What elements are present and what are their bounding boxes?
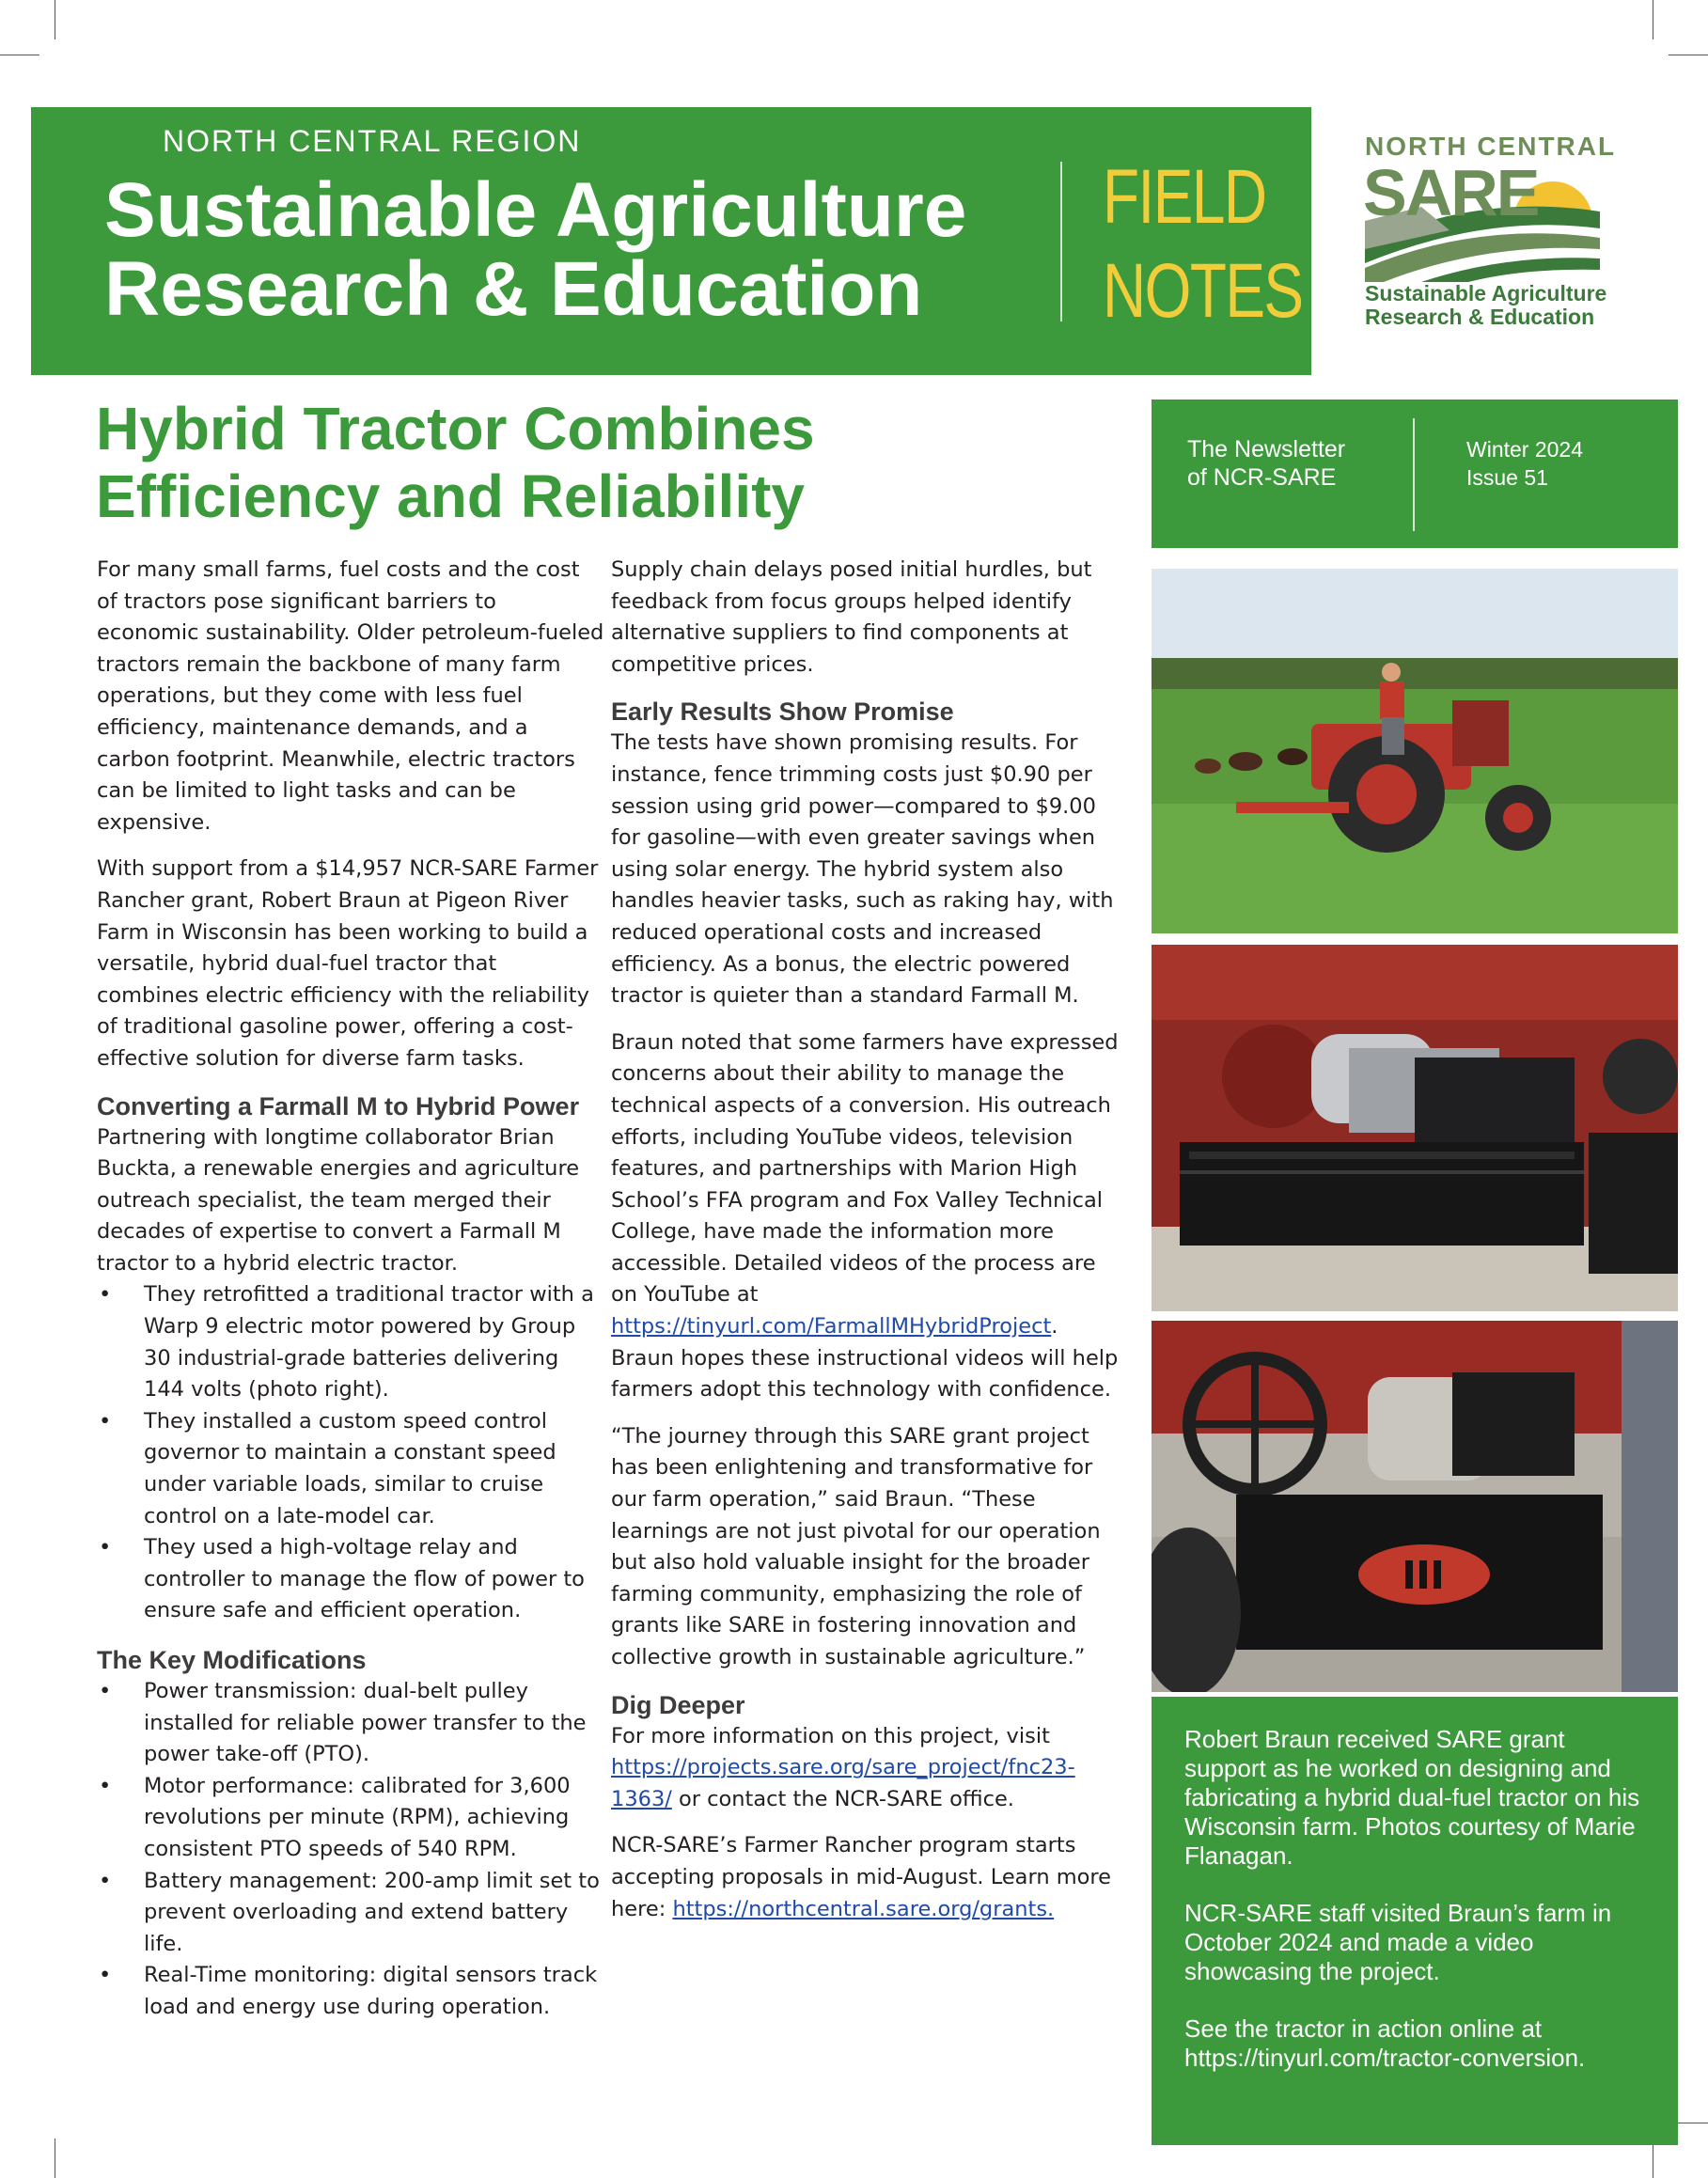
photo-steering-grille: [1152, 1321, 1678, 1692]
more-info-text-end: or contact the NCR-SARE office.: [671, 1786, 1014, 1811]
header-banner: [31, 107, 1311, 375]
logo-sare: SARE: [1363, 156, 1539, 229]
issue-number: Issue 51: [1466, 465, 1548, 490]
proposals-text: NCR-SARE’s Farmer Rancher program starts accepting proposals in mid-August. Learn more here:: [611, 1833, 1112, 1921]
photo-caption-box: [1152, 1697, 1678, 2145]
paragraph-more-info: [611, 1721, 1123, 1816]
list-item: • Motor performance: calibrated for 3,600 revolutions per minute (RPM), achieving consistent PTO speeds of 540 RPM.: [97, 1771, 604, 1866]
paragraph-supply-chain: Supply chain delays posed initial hurdles, but feedback from focus groups helped identify alternative suppliers to find components at competitive prices.: [611, 557, 1092, 677]
heading-dig-deeper: Dig Deeper: [611, 1690, 745, 1719]
list-item: • Real-Time monitoring: digital sensors track load and energy use during operation.: [97, 1960, 604, 2023]
heading-key-modifications: The Key Modifications: [97, 1646, 367, 1674]
logo-sub-line-1: Sustainable Agriculture: [1365, 281, 1607, 306]
paragraph-results: The tests have shown promising results. For instance, fence trimming costs just $0.90 per session using grid power—compared to $9.00 for gasoline—with even greater savings when using solar energy. The hybrid system also handles heavier tasks, such as raking hay, with reduced operational costs and increased efficiency. As a bonus, the electric powered tractor is quieter than a standard Farmall M.: [611, 730, 1114, 1009]
headline-line-2: Efficiency and Reliability: [96, 462, 805, 530]
article-column-1: [97, 555, 604, 2041]
list-item: • They retrofitted a traditional tractor with a Warp 9 electric motor powered by Group 30 industrial-grade batteries delivering 144 volts (photo right).: [97, 1279, 604, 1405]
newsletter-name: [1187, 435, 1345, 492]
paragraph-proposals: [611, 1830, 1123, 1925]
masthead-line-2: Research & Education: [104, 246, 923, 332]
outreach-text: Braun noted that some farmers have expressed concerns about their ability to manage the technical aspects of a conversion. His outreach efforts, including YouTube videos, television features, and partnerships with Marion High School’s FFA program and Fox Valley Technical College, have made the information more accessible. Detailed videos of the process are on YouTube at: [611, 1029, 1119, 1308]
grants-link[interactable]: https://northcentral.sare.org/grants.: [672, 1896, 1055, 1921]
more-info-text: For more information on this project, visit: [611, 1723, 1050, 1748]
field-notes-title: [1103, 150, 1303, 338]
list-item: • They used a high-voltage relay and controller to manage the flow of power to ensure safe and efficient operation.: [97, 1532, 604, 1627]
headline-line-1: Hybrid Tractor Combines: [96, 395, 815, 462]
masthead-title: [104, 167, 967, 332]
bullet-list-modifications: [97, 1676, 604, 2024]
list-item: • Power transmission: dual-belt pulley installed for reliable power transfer to the power take-off (PTO).: [97, 1676, 604, 1771]
paragraph-outreach: [611, 1027, 1123, 1406]
paragraph-grant: With support from a $14,957 NCR-SARE Farmer Rancher grant, Robert Braun at Pigeon River Farm in Wisconsin has been working to build a versatile, hybrid dual-fuel tractor that combines electric efficiency with the reliability of traditional gasoline power, offering a cost-effective solution for diverse farm tasks.: [97, 856, 599, 1071]
caption-grant: Robert Braun received SARE grant support as he worked on designing and fabricating a hybrid dual-fuel tractor on his Wisconsin farm. Photos courtesy of Marie Flanagan.: [1184, 1725, 1640, 1870]
logo-north-central: NORTH CENTRAL: [1365, 132, 1617, 161]
newsletter-line-1: The Newsletter: [1187, 436, 1346, 462]
photo-electric-motor: [1152, 945, 1678, 1311]
youtube-link[interactable]: https://tinyurl.com/FarmallMHybridProject: [611, 1314, 1052, 1340]
outreach-text-end: . Braun hopes these instructional videos will help farmers adopt this technology with confidence.: [611, 1314, 1119, 1402]
field-word: FIELD: [1103, 154, 1266, 240]
caption-video-link: See the tractor in action online at https://tinyurl.com/tractor-conversion.: [1184, 2014, 1586, 2072]
paragraph-intro: For many small farms, fuel costs and the cost of tractors pose significant barriers to economic sustainability. Older petroleum-fueled tractors remain the backbone of many farm operations, but they come with less fuel efficiency, maintenance demands, and a carbon footprint. Meanwhile, electric tractors can be limited to light tasks and can be expensive.: [97, 557, 604, 835]
newsletter-info-box: [1152, 400, 1678, 548]
list-item: • They installed a custom speed control governor to maintain a constant speed under variable loads, similar to cruise control on a late-model car.: [97, 1406, 604, 1532]
paragraph-partnering: Partnering with longtime collaborator Brian Buckta, a renewable energies and agriculture outreach specialist, the team merged their decades of expertise to convert a Farmall M tractor to a hybrid electric tractor.: [97, 1124, 580, 1276]
banner-divider: [1060, 162, 1062, 321]
heading-converting: Converting a Farmall M to Hybrid Power: [97, 1091, 580, 1120]
photo-tractor-field: [1152, 569, 1678, 933]
list-item: • Battery management: 200-amp limit set to prevent overloading and extend battery life.: [97, 1866, 604, 1961]
notes-word: NOTES: [1103, 248, 1303, 334]
logo-subtitle: [1365, 282, 1606, 329]
caption-visit: NCR-SARE staff visited Braun’s farm in October 2024 and made a video showcasing the project.: [1184, 1899, 1612, 1985]
region-label: NORTH CENTRAL REGION: [163, 124, 582, 158]
article-column-2: [611, 555, 1123, 1940]
sare-logo: [1363, 127, 1617, 329]
newsletter-line-2: of NCR-SARE: [1187, 464, 1337, 491]
issue-info: [1466, 435, 1583, 492]
heading-early-results: Early Results Show Promise: [611, 697, 954, 727]
paragraph-quote: “The journey through this SARE grant project has been enlightening and transformative for our farm operation,” said Braun. “These learnings are not just pivotal for our operation but also hold valuable insight for the broader farming community, emphasizing the role of grants like SARE in fostering innovation and collective growth in sustainable agriculture.”: [611, 1423, 1101, 1669]
masthead-line-1: Sustainable Agriculture: [104, 167, 967, 253]
bullet-list-retrofit: [97, 1279, 604, 1627]
issue-date: Winter 2024: [1466, 437, 1584, 462]
logo-sub-line-2: Research & Education: [1365, 305, 1595, 329]
newsletter-divider: [1413, 418, 1415, 531]
project-link[interactable]: https://projects.sare.org/sare_project/fnc23-1363/: [611, 1755, 1075, 1811]
article-headline: [96, 395, 1111, 530]
